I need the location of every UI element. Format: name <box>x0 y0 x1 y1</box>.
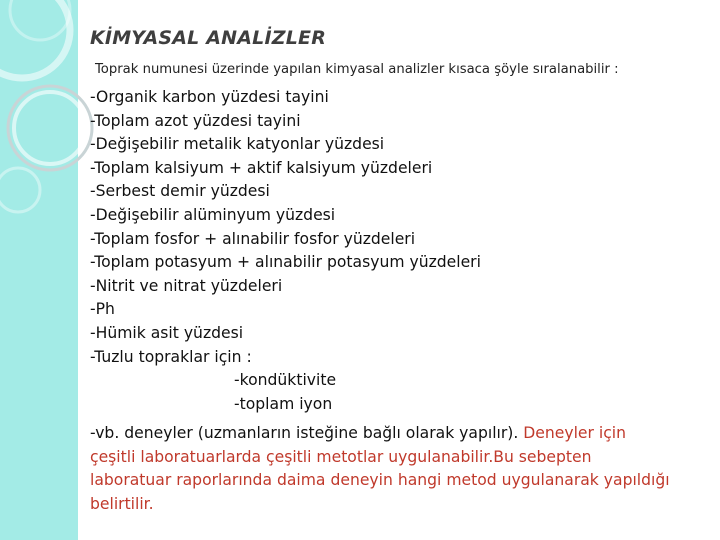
slide-title: KİMYASAL ANALİZLER <box>90 27 327 49</box>
list-subitem: -toplam iyon <box>234 394 333 413</box>
note-text: -vb. deneyler (uzmanların isteğine bağlı olarak yapılır). <box>90 424 524 442</box>
list-item: -Toplam fosfor + alınabilir fosfor yüzdeleri <box>90 229 416 248</box>
list-item: -Toplam potasyum + alınabilir potasyum yüzdeleri <box>90 253 481 272</box>
list-item: -Organik karbon yüzdesi tayini <box>90 88 329 106</box>
list-item: -Hümik asit yüzdesi <box>90 323 244 342</box>
slide-subtitle: Toprak numunesi üzerinde yapılan kimyasal analizler kısaca şöyle sıralanabilir : <box>95 62 619 77</box>
list-item: -Değişebilir metalik katyonlar yüzdesi <box>90 135 385 154</box>
list-item: -Değişebilir alüminyum yüzdesi <box>90 205 336 224</box>
list-item: -Ph <box>90 300 115 319</box>
list-item: -Toplam kalsiyum + aktif kalsiyum yüzdeleri <box>90 158 433 177</box>
list-subitem: -kondüktivite <box>234 371 337 390</box>
list-item: -Toplam azot yüzdesi tayini <box>90 111 301 130</box>
list-item: -Tuzlu topraklar için : <box>90 347 252 366</box>
analysis-list <box>90 86 481 416</box>
closing-note <box>90 422 670 516</box>
list-item: -Serbest demir yüzdesi <box>90 182 270 201</box>
list-item: -Nitrit ve nitrat yüzdeleri <box>90 276 283 295</box>
note-highlight: Deneyler için çeşitli laboratuarlarda çeşitli metotlar uygulanabilir.Bu sebepten laboratuar raporlarında daima deneyin hangi metod uygulanarak yapıldığı belirtilir. <box>90 424 670 513</box>
